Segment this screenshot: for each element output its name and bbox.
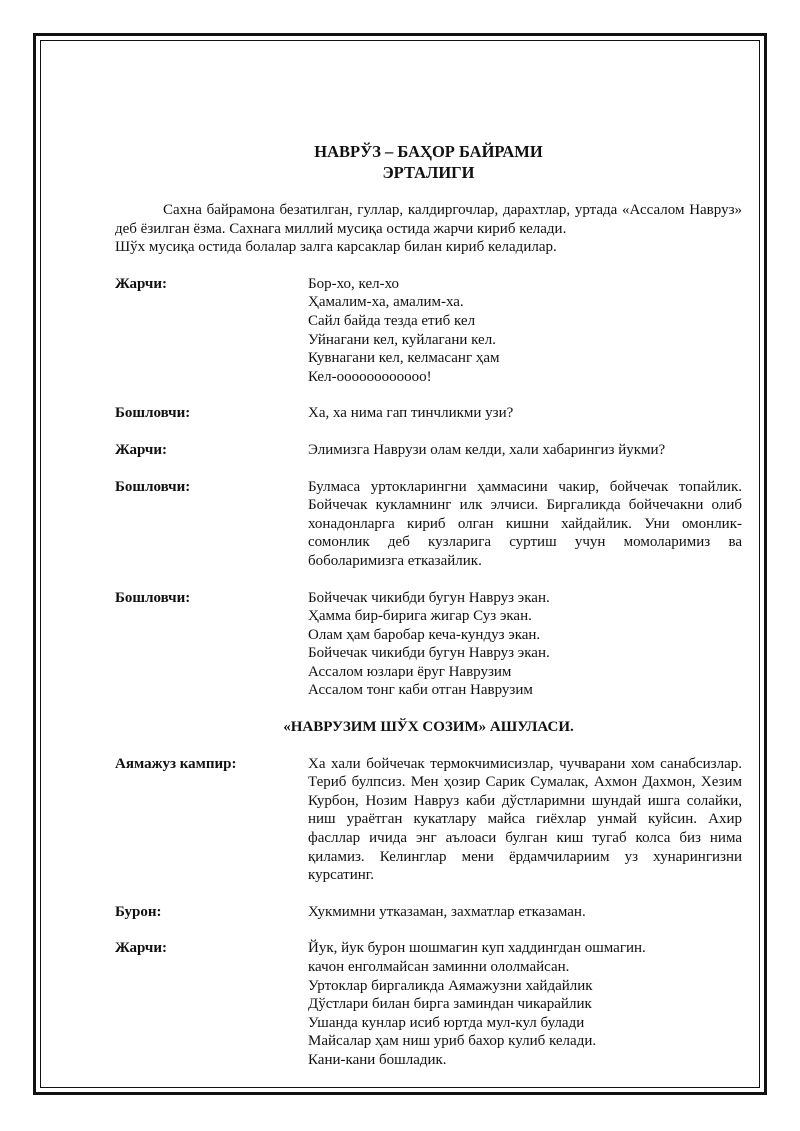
dialogue-entry (115, 939, 742, 1069)
dialogue-entry (115, 589, 742, 701)
intro (115, 201, 742, 257)
verse-line: Бойчечак чикибди бугун Навруз экан. (308, 589, 550, 606)
title-line-1: НАВРЎЗ – БАҲОР БАЙРАМИ (314, 142, 543, 161)
intro-paragraph-1: Сахна байрамона безатилган, гуллар, калдиргочлар, дарахтлар, уртада «Ассалом Навруз» деб ёзилган ёзма. Сахнага миллий мусиқа остида жарчи кириб келади. (115, 202, 742, 237)
verse-line: Кани-кани бошладик. (308, 1051, 447, 1068)
verse-line: Олам ҳам баробар кеча-кундуз экан. (308, 626, 541, 643)
speaker-name: Жарчи: (115, 441, 168, 458)
verse-line: Уртоклар биргаликда Аямажузни хайдайлик (308, 977, 593, 994)
verse-line: Уйнагани кел, куйлагани кел. (308, 331, 496, 348)
speaker-name: Жарчи: (115, 275, 168, 292)
dialogue-entry (115, 404, 742, 423)
verse-line: Ассалом тонг каби отган Наврузим (308, 682, 533, 699)
speaker-name: Бошловчи: (115, 405, 191, 422)
verse-line: Бойчечак чикибди бугун Навруз экан. (308, 645, 550, 662)
verse-line: Майсалар ҳам ниш уриб бахор кулиб келади. (308, 1033, 597, 1050)
dialogue-entry (115, 478, 742, 571)
verse-line: Йук, йук бурон шошмагин куп хаддингдан ошмагин. (308, 940, 646, 957)
verse-line: Хукмимни утказаман, захматлар етказаман. (308, 903, 586, 920)
speech-verse (308, 404, 742, 423)
speaker-name: Аямажуз кампир: (115, 755, 237, 772)
verse-line: Ассалом юзлари ёруг Наврузим (308, 663, 512, 680)
speaker-name: Бурон: (115, 903, 162, 920)
document-title (115, 141, 742, 183)
song-title: «НАВРУЗИМ ШЎХ СОЗИМ» АШУЛАСИ. (283, 719, 574, 736)
verse-line: Ушанда кунлар исиб юртда мул-кул булади (308, 1014, 585, 1031)
title-line-2: ЭРТАЛИГИ (382, 163, 475, 182)
verse-line: Бор-хо, кел-хо (308, 275, 400, 292)
speech-paragraph: Ха хали бойчечак термокчимисизлар, чучварани хом санабсизлар. Териб булпсиз. Мен ҳозир Сарик Сумалак, Ахмон Дахмон, Хезим Курбон, Нозим Навруз каби дўстларимни шундай ишга солайки, ниш ураётган кукатлару майса гиёхлар унмай куйсин. Ахир фасллар ичида энг аълоаси булган киш тугаб колса биз нима қиламиз. Келинглар мени ёрдамчилариим уз хунарингизни курсатинг. (308, 755, 742, 884)
verse-line: Ҳамалим-ха, амалим-ха. (308, 294, 464, 311)
verse-line: Дўстлари билан бирга заминдан чикарайлик (308, 996, 592, 1013)
speech-verse (308, 939, 742, 1069)
verse-line: Ха, ха нима гап тинчликми узи? (308, 405, 514, 422)
intro-paragraph-2: Шўх мусиқа остида болалар залга карсаклар билан кириб келадилар. (115, 239, 557, 256)
verse-line: Ҳамма бир-бирига жигар Суз экан. (308, 608, 532, 625)
verse-line: Сайл байда тезда етиб кел (308, 312, 476, 329)
dialogue-entry (115, 755, 742, 885)
speech-verse (308, 589, 742, 701)
document-body (115, 141, 742, 1070)
verse-line: качон енголмайсан заминни ололмайсан. (308, 959, 570, 975)
verse-line: Элимизга Наврузи олам келди, хали хабарингиз йукми? (308, 441, 666, 458)
verse-line: Кувнагани кел, келмасанг ҳам (308, 350, 500, 367)
dialogue-entry (115, 275, 742, 387)
speech-verse (308, 903, 742, 922)
speaker-name: Бошловчи: (115, 478, 191, 495)
speech-verse (308, 275, 742, 387)
speaker-name: Бошловчи: (115, 589, 191, 606)
speech-paragraph: Булмаса уртокларингни ҳаммасини чакир, бойчечак топайлик. Бойчечак кукламнинг илк элчиси. Биргаликда бойчечакни олиб хонадонларга кириб олган кишни хайдайлик. Уни омонлик-сомонлик деб кузларига суртиш учун момоларимиз ва боболаримизга етказайлик. (308, 478, 742, 569)
speaker-name: Жарчи: (115, 940, 168, 957)
verse-line: Кел-оооооооооооо! (308, 368, 432, 385)
dialogue-entry (115, 903, 742, 922)
speech-verse (308, 441, 742, 460)
dialogue-entry (115, 441, 742, 460)
